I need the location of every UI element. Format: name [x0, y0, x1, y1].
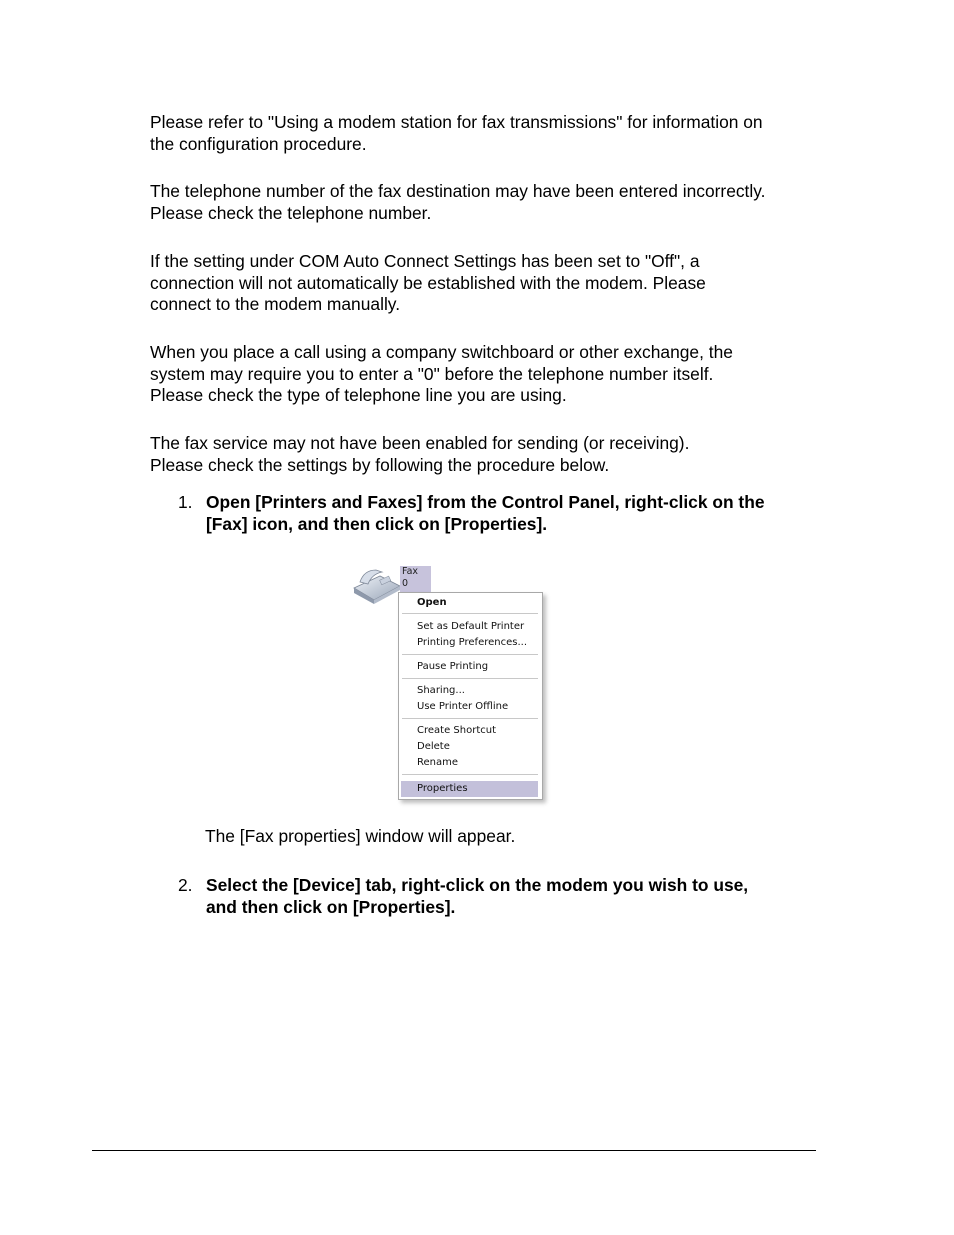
paragraph-phone-number [150, 181, 840, 224]
step-number: 2. [178, 875, 193, 895]
menu-item-create-shortcut[interactable]: Create Shortcut [417, 725, 496, 736]
paragraph-switchboard [150, 342, 840, 407]
menu-item-delete[interactable]: Delete [417, 741, 450, 752]
menu-item-sharing[interactable]: Sharing... [417, 685, 465, 696]
text-line: connection will not automatically be established with the modem. Please [150, 272, 706, 293]
menu-item-pause-printing[interactable]: Pause Printing [417, 661, 489, 672]
text-line: When you place a call using a company switchboard or other exchange, the [150, 342, 733, 362]
text-line: [Fax] icon, and then click on [Properties]. [206, 513, 548, 534]
fax-icon-label [400, 566, 431, 592]
text-line: If the setting under COM Auto Connect Settings has been set to "Off", a [150, 251, 700, 271]
text-line: Please refer to "Using a modem station for fax transmissions" for information on [150, 112, 763, 132]
context-menu-screenshot [350, 562, 550, 806]
paragraph-modem-station [150, 112, 840, 155]
menu-item-open[interactable]: Open [417, 597, 447, 608]
fax-machine-icon [350, 562, 402, 606]
menu-separator [402, 678, 538, 679]
paragraph-auto-connect [150, 251, 840, 316]
footer-rule [92, 1150, 816, 1151]
text-line: the configuration procedure. [150, 133, 367, 154]
text-line: system may require you to enter a "0" before the telephone number itself. [150, 363, 714, 384]
menu-item-use-printer-offline[interactable]: Use Printer Offline [417, 701, 509, 712]
menu-item-properties[interactable]: Properties [417, 783, 468, 794]
menu-separator [402, 774, 538, 775]
text-line: Please check the type of telephone line you are using. [150, 385, 567, 405]
menu-separator [402, 718, 538, 719]
text-line: Please check the settings by following the procedure below. [150, 454, 610, 475]
text-line: and then click on [Properties]. [206, 896, 456, 917]
menu-separator [402, 654, 538, 655]
step-text [206, 875, 748, 918]
menu-item-set-default-printer[interactable]: Set as Default Printer [417, 621, 525, 632]
menu-separator [402, 613, 538, 614]
text-line: Please check the telephone number. [150, 202, 432, 223]
text-line: The fax service may not have been enabled for sending (or receiving). [150, 433, 690, 453]
text-line: connect to the modem manually. [150, 294, 401, 314]
text-line: Select the [Device] tab, right-click on the modem you wish to use, [206, 875, 749, 895]
text-line: Open [Printers and Faxes] from the Control Panel, right-click on the [206, 492, 765, 512]
context-menu [398, 592, 543, 800]
step-number: 1. [178, 492, 193, 512]
fax-label-count: 0 [402, 578, 409, 589]
menu-item-rename[interactable]: Rename [417, 757, 459, 768]
menu-item-printing-preferences[interactable]: Printing Preferences... [417, 637, 527, 648]
fax-label-name: Fax [402, 566, 419, 577]
note-fax-properties-window: The [Fax properties] window will appear. [205, 826, 516, 846]
text-line: The telephone number of the fax destination may have been entered incorrectly. [150, 181, 766, 201]
step-text [206, 492, 765, 535]
paragraph-fax-service [150, 433, 840, 476]
